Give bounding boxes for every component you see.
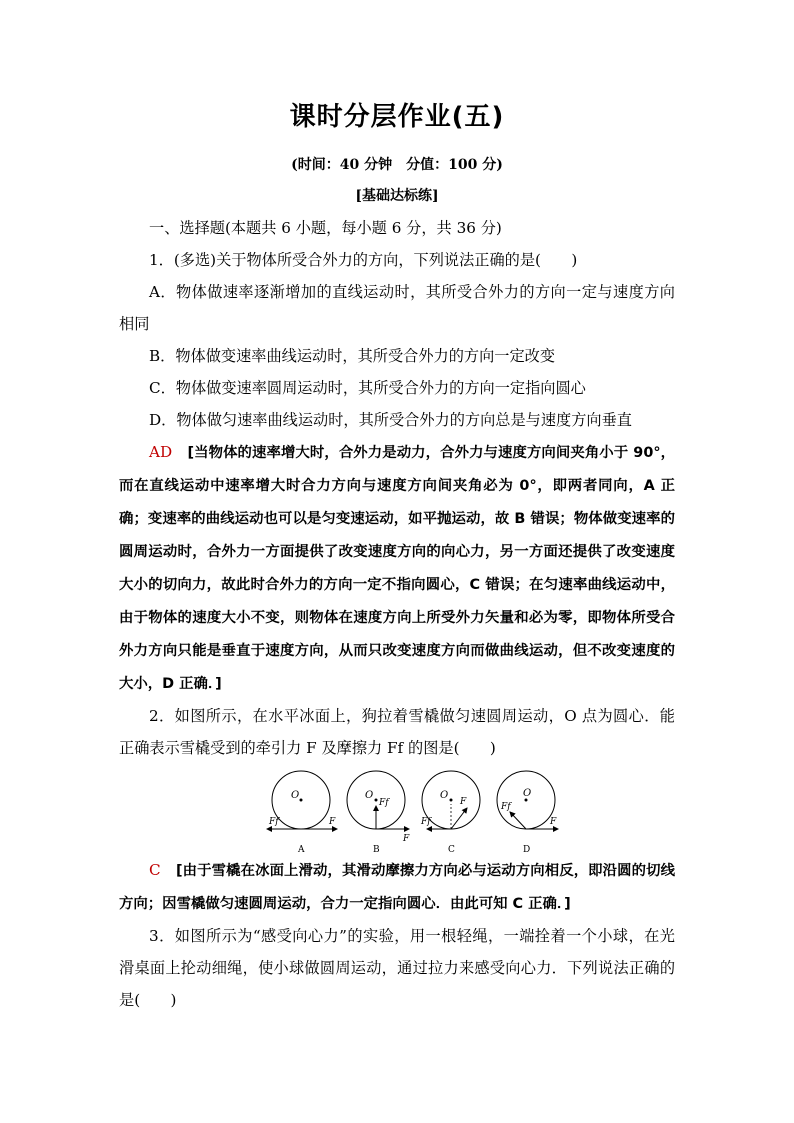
page-title: 课时分层作业(五) [289,102,505,132]
caption-a: A [298,845,305,854]
caption-c: C [448,845,455,854]
q1-explanation: [当物体的速率增大时，合外力是动力，合外力与速度方向间夹角小于 90°，而在直线运动中速率增大时合力方向与速度方向间夹角必为 0°，即两者同向，A 正确；变速率的曲线运动也可以是匀变速运动，如平抛运动，故 B 错误；物体做变速率的圆周运动时，合外力一方面提供了改变速度方向的向心力，另一方面还提供了改变速度大小的切向力，故此时合外力的方向一定不指向圆心，C 错误；在匀速率曲线运动中，由于物体的速度大小不变，则物体在速度方向上所受外力矢量和必为零，即物体所受合外力方向只能是垂直于速度方向，从而只改变速度方向而做曲线运动，但不改变速度的大小，D 正确．] [119,445,675,692]
diagram-a [267,771,337,854]
q1-solution [119,436,675,700]
diagram-c [420,771,480,854]
question-content [119,212,675,1016]
q2-figure [261,768,561,854]
center-label-b: O [365,790,374,801]
force-label-a: F [329,817,336,827]
q1-option-a: A．物体做速率逐渐增加的直线运动时，其所受合外力的方向一定与速度方向相同 [119,283,675,333]
friction-label-a: Ff [269,817,279,827]
friction-label-c: Ff [421,817,431,827]
friction-arrow-d [510,812,526,829]
time-score-info: (时间：40 分钟 分值：100 分) [291,157,503,173]
q1-option-d: D．物体做匀速率曲线运动时，其所受合外力的方向总是与速度方向垂直 [149,411,632,429]
force-label-c: F [460,797,467,807]
diagram-b [347,771,410,854]
q1-answer: AD [149,443,173,461]
center-label-a: O [291,790,300,801]
caption-b: B [373,845,380,854]
part-header: 一、选择题(本题共 6 小题，每小题 6 分，共 36 分) [149,219,502,237]
q3-stem: 3．如图所示为“感受向心力”的实验，用一根轻绳，一端拴着一个小球，在光滑桌面上抡动细绳，使小球做圆周运动，通过拉力来感受向心力．下列说法正确的是( ) [119,927,675,1009]
q2-solution [119,854,675,920]
center-label-d: O [523,788,532,799]
friction-label-b: Ff [379,798,389,808]
caption-d: D [523,845,531,854]
q2-explanation: [由于雪橇在冰面上滑动，其滑动摩擦力方向必与运动方向相反，即沿圆的切线方向；因雪橇做匀速圆周运动，合力一定指向圆心．由此可知 C 正确．] [119,863,675,912]
diagram-d [497,771,558,854]
q1-stem: 1．(多选)关于物体所受合外力的方向，下列说法正确的是( ) [149,251,578,269]
q2-stem: 2．如图所示，在水平冰面上，狗拉着雪橇做匀速圆周运动，O 点为圆心．能正确表示雪橇受到的牵引力 F 及摩擦力 Ff 的图是( ) [119,707,675,757]
center-dot-c [450,799,453,802]
section-heading: [基础达标练] [355,188,439,204]
force-label-b: F [403,834,410,844]
force-label-d: F [550,817,557,827]
q2-answer: C [149,861,161,879]
friction-label-d: Ff [501,802,511,812]
center-dot-a [300,799,303,802]
center-label-c: O [440,790,449,801]
q1-option-c: C．物体做变速率圆周运动时，其所受合外力的方向一定指向圆心 [149,379,586,397]
center-dot-b [375,799,378,802]
q1-option-b: B．物体做变速率曲线运动时，其所受合外力的方向一定改变 [149,347,556,365]
